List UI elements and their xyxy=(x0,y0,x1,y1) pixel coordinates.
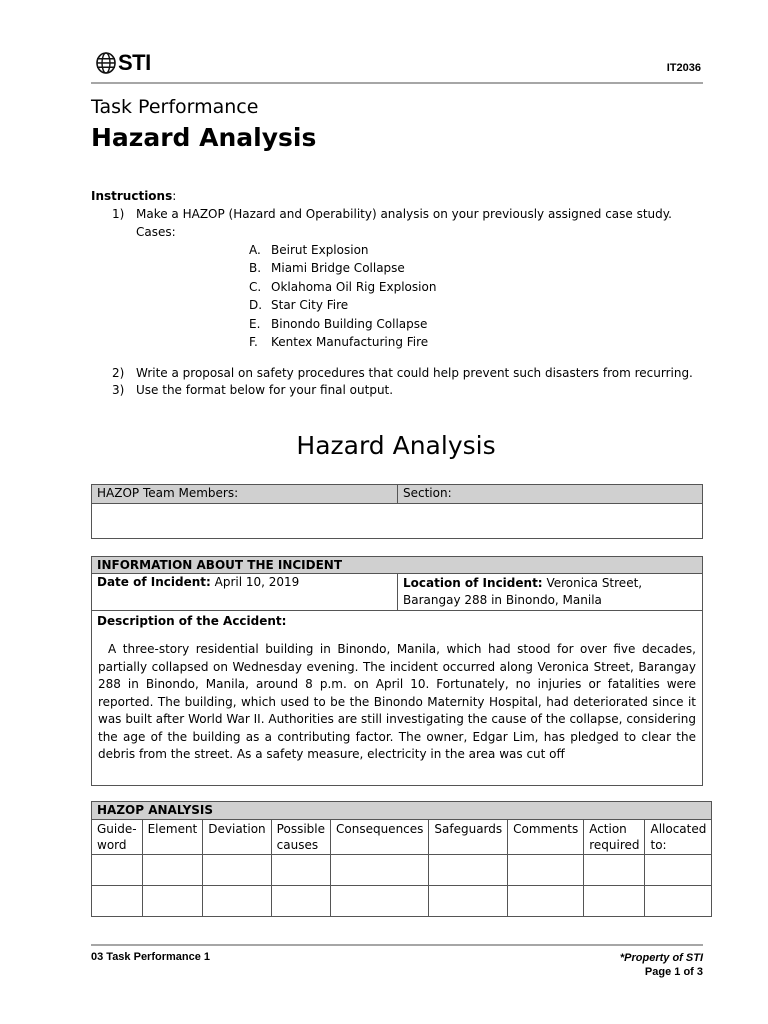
date-value: April 10, 2019 xyxy=(214,575,300,589)
location-value: Veronica Street, Barangay 288 in Binondo, Manila xyxy=(403,576,643,607)
instructions-label: Instructions: xyxy=(91,189,177,203)
description-cell xyxy=(92,611,703,786)
date-cell xyxy=(92,574,398,611)
column-header: Element xyxy=(142,820,203,855)
date-label: Date of Incident: xyxy=(97,575,211,589)
column-header: Comments xyxy=(508,820,584,855)
case-item: C. Oklahoma Oil Rig Explosion xyxy=(249,280,437,294)
incident-table xyxy=(91,556,703,786)
instruction-step-1: 1) Make a HAZOP (Hazard and Operability) analysis on your previously assigned case study. xyxy=(112,207,672,221)
footer-doc-name: 03 Task Performance 1 xyxy=(91,951,211,963)
column-header: Safeguards xyxy=(429,820,508,855)
case-item: D. Star City Fire xyxy=(249,298,349,312)
location-label: Location of Incident: xyxy=(403,576,543,590)
table-cell[interactable] xyxy=(429,886,508,917)
property-notice: *Property of STI xyxy=(619,952,703,964)
table-cell[interactable] xyxy=(142,886,203,917)
incident-header: INFORMATION ABOUT THE INCIDENT xyxy=(92,557,703,574)
instruction-step-3: 3) Use the format below for your final output. xyxy=(112,383,394,397)
table-cell[interactable] xyxy=(584,886,645,917)
table-cell[interactable] xyxy=(92,886,143,917)
table-cell[interactable] xyxy=(92,855,143,886)
column-header: Guide-word xyxy=(92,820,143,855)
sti-logo xyxy=(96,50,151,76)
case-item: E. Binondo Building Collapse xyxy=(249,317,428,331)
footer-right xyxy=(620,951,703,979)
page-number: Page 1 of 3 xyxy=(644,966,703,978)
column-header: Action required xyxy=(584,820,645,855)
section-heading: Hazard Analysis xyxy=(296,431,496,460)
page-header xyxy=(91,44,703,84)
table-cell[interactable] xyxy=(645,855,712,886)
location-cell xyxy=(398,574,703,611)
table-cell[interactable] xyxy=(271,855,330,886)
team-table xyxy=(91,484,703,539)
column-header: Deviation xyxy=(203,820,271,855)
logo-text: STI xyxy=(118,50,151,75)
description-label: Description of the Accident: xyxy=(97,614,287,628)
table-cell[interactable] xyxy=(203,855,271,886)
description-text: A three-story residential building in Binondo, Manila, which had stood for over five decades, partially collapsed on Wednesday evening. The incident occurred along Veronica Street, Barangay 288 in Binondo, Manila, around 8 p.m. on April 10. Fortunately, no injuries or fatalities were reported. The building, which used to be the Binondo Maternity Hospital, had deteriorated since it was built after World War II. Authorities are still investigating the cause of the collapse, considering the age of the building as a contributing factor. The owner, Edgar Lim, has pledged to clear the debris from the street. As a safety measure, electricity in the area was cut off xyxy=(98,642,696,761)
column-header: Allocated to: xyxy=(645,820,712,855)
page-subtitle: Task Performance xyxy=(91,96,259,118)
case-item: B. Miami Bridge Collapse xyxy=(249,261,405,275)
section-label: Section: xyxy=(398,485,703,504)
table-cell[interactable] xyxy=(271,886,330,917)
hazop-header: HAZOP ANALYSIS xyxy=(92,802,712,820)
table-cell[interactable] xyxy=(331,886,429,917)
instruction-step-2: 2) Write a proposal on safety procedures that could help prevent such disasters from recurring. xyxy=(112,366,693,380)
globe-icon xyxy=(96,52,116,74)
team-members-label: HAZOP Team Members: xyxy=(92,485,398,504)
table-cell[interactable] xyxy=(508,855,584,886)
hazop-table xyxy=(91,801,712,917)
case-item: F. Kentex Manufacturing Fire xyxy=(249,335,429,349)
page-title: Hazard Analysis xyxy=(91,123,317,152)
table-cell[interactable] xyxy=(584,855,645,886)
table-cell[interactable] xyxy=(508,886,584,917)
table-cell[interactable] xyxy=(331,855,429,886)
page-footer xyxy=(91,944,703,982)
team-members-field[interactable] xyxy=(92,504,703,539)
column-header: Consequences xyxy=(331,820,429,855)
document-code: IT2036 xyxy=(666,62,701,74)
case-item: A. Beirut Explosion xyxy=(249,243,369,257)
table-cell[interactable] xyxy=(645,886,712,917)
column-header: Possible causes xyxy=(271,820,330,855)
cases-label: Cases: xyxy=(136,225,176,239)
table-cell[interactable] xyxy=(203,886,271,917)
table-cell[interactable] xyxy=(142,855,203,886)
table-cell[interactable] xyxy=(429,855,508,886)
